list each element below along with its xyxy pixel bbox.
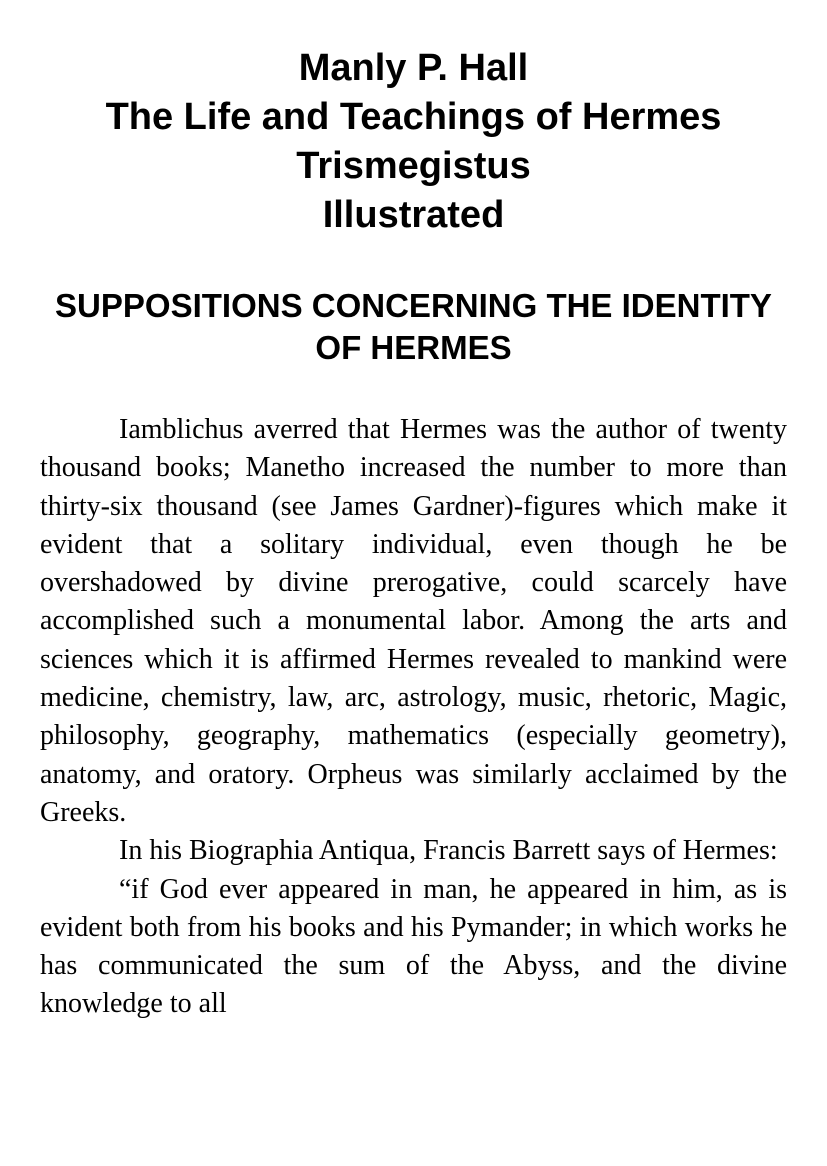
paragraph-1: Iamblichus averred that Hermes was the author of twenty thousand books; Manetho increased the number to more than thirty-six thousand (see James Gardner)-figures which make it evident that a solitary individual, even though he be overshadowed by divine prerogative, could scarcely have accomplished such a monumental labor. Among the arts and sciences which it is affirmed Hermes revealed to mankind were medicine, chemistry, law, arc, astrology, music, rhetoric, Magic, philosophy, geography, mathematics (especially geometry), anatomy, and oratory. Orpheus was similarly acclaimed by the Greeks. <box>40 414 787 828</box>
title-line-2: Trismegistus <box>296 145 531 187</box>
paragraph-3: “if God ever appeared in man, he appeared in him, as is evident both from his books and his Pymander; in which works he has communicated the sum of the Abyss, and the divine knowledge to all <box>40 873 787 1020</box>
title-line-1: The Life and Teachings of Hermes <box>105 96 722 138</box>
title-line-3: Illustrated <box>322 194 505 236</box>
chapter-heading: SUPPOSITIONS CONCERNING THE IDENTITY OF HERMES <box>55 287 772 366</box>
book-title <box>0 44 827 240</box>
body-text <box>40 411 787 1024</box>
paragraph-2: In his Biographia Antiqua, Francis Barrett says of Hermes: <box>119 835 778 867</box>
author-name: Manly P. Hall <box>298 47 529 89</box>
